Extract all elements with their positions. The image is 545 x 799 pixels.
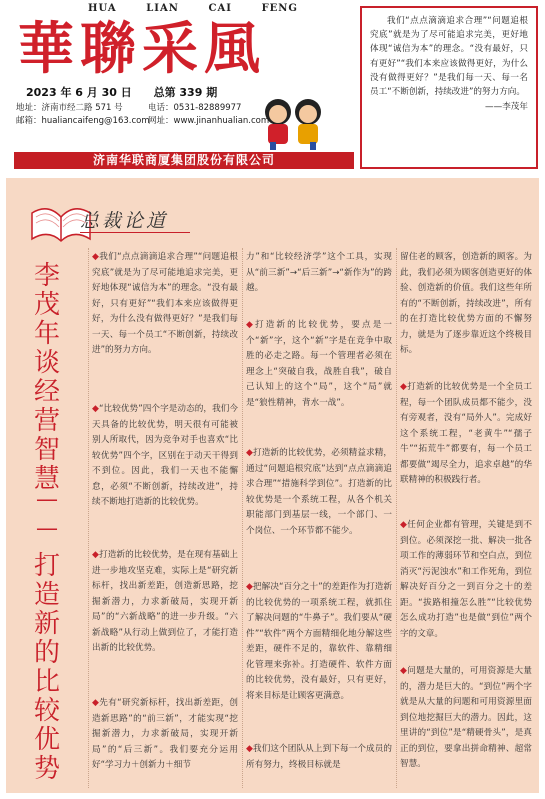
bullet-icon: ◆ bbox=[92, 550, 100, 560]
masthead-pinyin bbox=[88, 3, 298, 14]
headline-char: 年 bbox=[33, 319, 60, 349]
headline-char: — bbox=[36, 487, 58, 512]
bullet-icon: ◆ bbox=[246, 744, 254, 754]
headline-char: 智 bbox=[33, 435, 60, 465]
headline-char: 较 bbox=[33, 696, 60, 726]
vertical-headline bbox=[18, 255, 76, 784]
motto-signature: ——李茂年 bbox=[485, 102, 528, 113]
bullet-icon: ◆ bbox=[92, 698, 100, 708]
paragraph: ◆问题是大量的，可用资源是大量的，潜力是巨大的。“到位”两个字就是从大量的问题和可用资源里面到位地挖掘巨大的潜力。因此，这里讲的“到位”是“精硬骨头”，是真正的到位，要拿出拼命精神、超常智慧。 bbox=[400, 666, 532, 769]
pinyin-word: FENG bbox=[261, 3, 298, 14]
bullet-icon: ◆ bbox=[92, 252, 100, 262]
bullet-icon: ◆ bbox=[400, 666, 408, 676]
title-underline bbox=[80, 232, 190, 233]
headline-char: 经 bbox=[33, 377, 60, 407]
bullet-icon: ◆ bbox=[400, 382, 408, 392]
logo-text: 華聯采風 bbox=[18, 16, 266, 78]
pinyin-word: LIAN bbox=[146, 3, 179, 14]
headline-char: 新 bbox=[33, 609, 60, 639]
motto-box bbox=[360, 6, 538, 169]
bullet-icon: ◆ bbox=[246, 320, 256, 330]
paragraph: ◆“比较优势”四个字是动态的，我们今天具备的比较优势，明天很有可能被别人所取代，因为竞争对手也喜欢“比较优势”四个字，区别在于动天干得到不到位。因此，我们一天也不能懈怠，必须“不断创新，持续改进”，持续不断地打造新的比较优势。 bbox=[92, 404, 239, 507]
section-title: 总裁论道 bbox=[80, 210, 169, 232]
column-divider bbox=[242, 248, 243, 788]
bullet-icon: ◆ bbox=[92, 404, 99, 414]
paragraph: ◆打造新的比较优势，必须精益求精，通过“问题追根究底”达到“点点滴滴追求合理”“措施科学到位”。打造新的比较优势是一个系统工程，从各个机关职能部门到基层一线，一个部门、一个岗位、一个环节都不能少。 bbox=[246, 448, 392, 536]
address-text: 地址：济南市经二路 571 号 bbox=[16, 103, 123, 113]
email-text: 邮箱：hualiancaifeng@163.com bbox=[16, 116, 150, 126]
headline-char: 的 bbox=[33, 638, 60, 668]
company-name-bar: 济南华联商厦集团股份有限公司 bbox=[14, 152, 354, 169]
headline-char: 势 bbox=[33, 754, 60, 784]
headline-char: 谈 bbox=[33, 348, 60, 378]
paragraph: ◆我们这个团队从上到下每一个成员的所有努力，终极目标就是 bbox=[246, 744, 392, 770]
headline-char: 营 bbox=[33, 406, 60, 436]
paragraph: 留住老的顾客，创造新的顾客。为此，我们必须为顾客创造更好的体验、创造新的价值。我们这些年所有的“不断创新，持续改进”，所有的在打造比较优势方面的不懈努力，就是为了逐步靠近这个终极目标。 bbox=[400, 252, 532, 355]
paragraph: 力”和“比较经济学”这个工具，实现从“前三新”→“后三新”→“新作为”的跨越。 bbox=[246, 252, 392, 293]
phone-text: 电话：0531-82889977 bbox=[148, 103, 242, 113]
headline-char: 李 bbox=[33, 261, 60, 291]
paragraph: ◆把解决“百分之十”的差距作为打造新的比较优势的一项系统工程，就抓住了解决问题的“牛鼻子”。我们要从“硬件”“软件”两个方面精细化地分解这些差距，硬件不足的，靠软件、靠精细化管理来弥补。打造硬件、软件方面的比较优势，没有最好，只有更好，将来目标是让顾客更满意。 bbox=[246, 582, 393, 701]
headline-char: 打 bbox=[33, 551, 60, 581]
bullet-icon: ◆ bbox=[400, 520, 408, 530]
issue-date-row bbox=[26, 84, 235, 100]
pinyin-word: HUA bbox=[88, 3, 117, 14]
headline-char: 造 bbox=[33, 580, 60, 610]
paragraph: ◆打造新的比较优势是一个全员工程，每一个团队成员都不能少，没有旁观者，没有“局外人”。完成好这个系统工程，“老黄牛”“孺子牛”“拓荒牛”都要有，每一个员工都要做“竭尽全力，追求卓越”的华联精神的积极践行者。 bbox=[400, 382, 532, 485]
motto-text: 我们“点点滴滴追求合理”“问题追根究底”就是为了尽可能追求完美，更好地体现“诚信为本”的理念。“没有最好，只有更好”“我们本来应该做得更好，为什么没有做得更好？”是我们每一天、每一名员工“不断创新，持续改进”的努力方向。 bbox=[370, 16, 528, 98]
bullet-icon: ◆ bbox=[246, 448, 254, 458]
headline-char: 优 bbox=[33, 725, 60, 755]
paragraph: ◆打造新的比较优势，要点是一个“新”字，这个“新”字是在竞争中取胜的必走之路。每一个管理者必须在理念上“突破自我，战胜自我”，破自己认知上的这个“局”，这个“局”就是“狼性精神，背水一战”。 bbox=[246, 320, 392, 408]
bullet-icon: ◆ bbox=[246, 582, 253, 592]
column-divider bbox=[88, 248, 89, 788]
headline-char: 慧 bbox=[33, 464, 60, 494]
headline-char: 茂 bbox=[33, 290, 60, 320]
paragraph: ◆先有“研究新标杆，找出新差距，创造新思路”的“前三新”，才能实现“挖掘新潜力，力求新破局，实现开新局”的“后三新”。我们要充分运用好“学习力＋创新力＋细节 bbox=[92, 698, 239, 770]
mascot-icon bbox=[230, 92, 350, 152]
paragraph: ◆任何企业都有管理，关键是到不到位。必须深挖一批、解决一批各项工作的薄弱环节和空白点，到位消灭“污泥浊水”和工作死角，到位解决好百分之一到百分之十的差距。“拔路相撞怎么胜”“比较优势怎么成功打造”也是做“到位”两个字的文章。 bbox=[400, 520, 532, 639]
pinyin-word: CAI bbox=[208, 3, 232, 14]
paragraph: ◆打造新的比较优势，是在现有基础上进一步地攻坚克难，实际上是“研究新标杆，找出新差距，创造新思路，挖掘新潜力，力求新破局，实现开新局”的“六新战略”的进一步升级。“六新战略”从行动上做到位了，才能打造出新的比较优势。 bbox=[92, 550, 238, 653]
newspaper-logo bbox=[14, 14, 314, 78]
headline-char: 比 bbox=[33, 667, 60, 697]
issue-date: 2023 年 6 月 30 日 bbox=[26, 86, 132, 99]
headline-char: — bbox=[36, 516, 58, 541]
issue-number: 总第 339 期 bbox=[153, 86, 218, 99]
website-text: 网址：www.jinanhualian.com bbox=[148, 116, 270, 126]
paragraph: ◆我们“点点滴滴追求合理”“问题追根究底”就是为了尽可能地追求完美，更好地体现“诚信为本”的理念。“没有最好，只有更好”“我们本来应该做得更好，为什么没有做得更好？”是我们每一天、每一个员工“不断创新，持续改进”的努力方向。 bbox=[92, 252, 239, 355]
column-divider bbox=[396, 248, 397, 788]
